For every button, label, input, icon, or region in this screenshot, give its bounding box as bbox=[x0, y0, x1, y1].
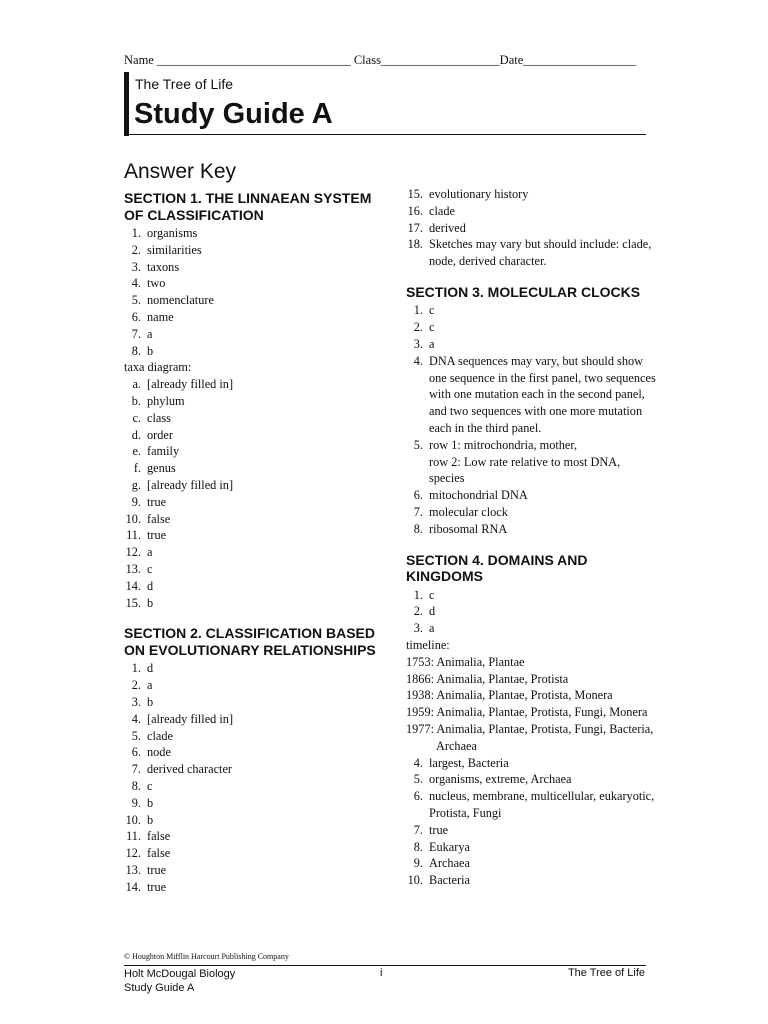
item-number: 1. bbox=[413, 587, 423, 602]
answer-item bbox=[124, 511, 384, 528]
item-number: 7. bbox=[131, 762, 141, 777]
answer-item bbox=[124, 828, 384, 845]
item-number: 3. bbox=[131, 259, 141, 274]
item-answer: c bbox=[147, 561, 153, 576]
item-number: 8. bbox=[131, 343, 141, 358]
item-number: 4. bbox=[131, 276, 141, 291]
item-number: 1. bbox=[413, 303, 423, 318]
item-number: 5. bbox=[413, 772, 423, 787]
name-class-date-line: Name _______________________________ Class___________________Date__________________ bbox=[124, 53, 636, 67]
item-answer: b bbox=[147, 343, 154, 358]
item-answer: ribosomal RNA bbox=[429, 521, 508, 536]
item-answer: evolutionary history bbox=[429, 187, 529, 201]
answer-item bbox=[124, 744, 384, 761]
answer-item bbox=[124, 225, 384, 242]
answer-item bbox=[124, 460, 384, 477]
item-number: 10. bbox=[125, 511, 141, 526]
item-answer: node bbox=[147, 745, 171, 760]
list-label: taxa diagram: bbox=[124, 360, 192, 375]
timeline-entry: 1753: Animalia, Plantae bbox=[406, 654, 525, 669]
item-answer: b bbox=[147, 795, 154, 810]
item-answer: nucleus, membrane, multicellular, eukaryotic, Protista, Fungi bbox=[429, 789, 655, 820]
item-number: 10. bbox=[125, 812, 141, 827]
item-answer: derived bbox=[429, 220, 466, 235]
item-answer: row 1: mitrochondria, mother, bbox=[429, 437, 578, 452]
item-number: 12. bbox=[125, 846, 141, 861]
item-number: 3. bbox=[413, 337, 423, 352]
item-number: 12. bbox=[125, 545, 141, 560]
item-answer: false bbox=[147, 846, 171, 861]
item-number: 6. bbox=[413, 789, 423, 804]
answer-item bbox=[124, 393, 384, 410]
answer-item bbox=[124, 728, 384, 745]
item-answer: c bbox=[429, 320, 435, 335]
item-answer: DNA sequences may vary, but should show one sequence in the first panel, two sequences with one mutation each in the second panel, and two sequences with one more mutation each in the third panel. bbox=[429, 353, 656, 436]
answer-item bbox=[406, 755, 656, 772]
answer-item bbox=[124, 595, 384, 612]
item-answer: nomenclature bbox=[147, 293, 214, 308]
answer-item bbox=[124, 862, 384, 879]
answer-item bbox=[124, 477, 384, 494]
answer-item bbox=[406, 671, 656, 688]
item-answer: a bbox=[147, 326, 153, 341]
item-number: 2. bbox=[413, 604, 423, 619]
item-number: 2. bbox=[131, 678, 141, 693]
chapter-title: The Tree of Life bbox=[135, 76, 234, 92]
item-number: 7. bbox=[413, 505, 423, 520]
item-number: c. bbox=[132, 410, 141, 425]
answer-item bbox=[406, 220, 656, 237]
answer-item bbox=[406, 788, 656, 822]
answer-item bbox=[406, 687, 656, 704]
footer-book: Holt McDougal Biology bbox=[124, 968, 236, 980]
answer-section bbox=[406, 284, 656, 538]
item-number: 9. bbox=[413, 856, 423, 871]
item-answer: a bbox=[147, 678, 153, 693]
footer-chapter: The Tree of Life bbox=[567, 967, 645, 979]
answer-item bbox=[124, 292, 384, 309]
item-answer: two bbox=[147, 276, 166, 291]
answer-item bbox=[124, 343, 384, 360]
item-number: b. bbox=[131, 393, 141, 408]
item-number: 1. bbox=[131, 226, 141, 240]
answer-item bbox=[124, 812, 384, 829]
answer-item bbox=[124, 778, 384, 795]
item-number: 3. bbox=[131, 694, 141, 709]
item-answer: molecular clock bbox=[429, 505, 508, 520]
item-number: d. bbox=[131, 427, 141, 442]
item-number: 6. bbox=[131, 745, 141, 760]
answer-item bbox=[406, 587, 656, 604]
right-column bbox=[406, 186, 656, 889]
item-number: 15. bbox=[407, 187, 423, 201]
section-heading: SECTION 2. CLASSIFICATION BASED ON EVOLUTIONARY RELATIONSHIPS bbox=[124, 625, 376, 658]
item-number: f. bbox=[133, 461, 141, 476]
item-answer: true bbox=[147, 528, 167, 543]
answer-item bbox=[406, 704, 656, 721]
list-label: timeline: bbox=[406, 638, 450, 653]
answer-item bbox=[406, 336, 656, 353]
item-answer: true bbox=[147, 862, 167, 877]
item-number: 11. bbox=[126, 829, 141, 844]
answer-item bbox=[406, 504, 656, 521]
answer-item bbox=[406, 721, 656, 755]
section-heading: SECTION 3. MOLECULAR CLOCKS bbox=[406, 283, 641, 300]
answer-item bbox=[406, 353, 656, 437]
answer-item bbox=[406, 637, 656, 654]
answer-item bbox=[406, 302, 656, 319]
answer-section bbox=[406, 186, 656, 270]
item-number: g. bbox=[131, 477, 141, 492]
item-answer: false bbox=[147, 829, 171, 844]
footer-rule bbox=[124, 965, 646, 966]
answer-item bbox=[124, 443, 384, 460]
page-title: Study Guide A bbox=[134, 98, 333, 130]
timeline-entry: 1959: Animalia, Plantae, Protista, Fungi, Monera bbox=[406, 705, 648, 720]
section-heading: SECTION 4. DOMAINS AND KINGDOMS bbox=[406, 551, 588, 585]
item-answer: genus bbox=[147, 461, 176, 476]
item-answer: b bbox=[147, 595, 154, 610]
item-answer: derived character bbox=[147, 762, 232, 777]
item-number: 8. bbox=[413, 839, 423, 854]
timeline-entry: 1866: Animalia, Plantae, Protista bbox=[406, 671, 569, 686]
answer-item bbox=[406, 319, 656, 336]
item-number: 7. bbox=[413, 822, 423, 837]
answer-item bbox=[406, 654, 656, 671]
item-answer: similarities bbox=[147, 242, 202, 257]
answer-item bbox=[124, 427, 384, 444]
answer-item bbox=[406, 521, 656, 538]
item-answer: order bbox=[147, 427, 173, 442]
item-number: a. bbox=[132, 377, 141, 392]
item-answer: d bbox=[147, 661, 154, 676]
answer-item bbox=[124, 578, 384, 595]
answer-item bbox=[406, 603, 656, 620]
item-answer: [already filled in] bbox=[147, 711, 234, 726]
answer-item bbox=[124, 259, 384, 276]
answer-item bbox=[124, 795, 384, 812]
item-answer: organisms bbox=[147, 226, 198, 240]
timeline-entry: 1938: Animalia, Plantae, Protista, Monera bbox=[406, 688, 613, 703]
item-answer: a bbox=[429, 621, 435, 636]
footer-page-number: i bbox=[380, 967, 383, 979]
item-number: 9. bbox=[131, 795, 141, 810]
answer-item bbox=[124, 845, 384, 862]
item-number: 16. bbox=[407, 203, 423, 218]
item-answer: true bbox=[429, 822, 449, 837]
footer-guide: Study Guide A bbox=[124, 982, 195, 994]
answer-item bbox=[406, 437, 656, 487]
item-number: 4. bbox=[131, 711, 141, 726]
answer-item bbox=[124, 677, 384, 694]
answer-item bbox=[406, 872, 656, 889]
answer-item bbox=[124, 410, 384, 427]
item-number: 1. bbox=[131, 661, 141, 676]
item-answer: clade bbox=[429, 203, 455, 218]
answer-item bbox=[124, 376, 384, 393]
answer-item bbox=[406, 236, 656, 270]
header-vertical-bar bbox=[124, 72, 129, 136]
answer-section bbox=[124, 190, 384, 611]
answer-item bbox=[406, 186, 656, 203]
item-number: 8. bbox=[413, 521, 423, 536]
item-number: 9. bbox=[131, 494, 141, 509]
item-answer: class bbox=[147, 410, 171, 425]
answer-item bbox=[124, 494, 384, 511]
answer-item bbox=[124, 326, 384, 343]
answer-item bbox=[406, 855, 656, 872]
item-number: 3. bbox=[413, 621, 423, 636]
item-answer: mitochondrial DNA bbox=[429, 488, 528, 503]
item-number: 2. bbox=[131, 242, 141, 257]
answer-item bbox=[124, 309, 384, 326]
item-answer: c bbox=[429, 303, 435, 318]
item-answer: b bbox=[147, 694, 154, 709]
answer-item bbox=[406, 203, 656, 220]
item-number: 7. bbox=[131, 326, 141, 341]
item-answer: Sketches may vary but should include: clade, node, derived character. bbox=[429, 237, 652, 269]
left-column bbox=[124, 190, 384, 895]
item-answer: a bbox=[429, 337, 435, 352]
item-number: 11. bbox=[126, 528, 141, 543]
timeline-entry: 1977: Animalia, Plantae, Protista, Fungi, Bacteria, Archaea bbox=[406, 722, 654, 753]
item-number: 4. bbox=[413, 353, 423, 368]
item-answer: true bbox=[147, 494, 167, 509]
item-answer: phylum bbox=[147, 393, 185, 408]
answer-item bbox=[124, 761, 384, 778]
item-answer: [already filled in] bbox=[147, 377, 234, 392]
answer-item bbox=[124, 660, 384, 677]
answer-item bbox=[406, 771, 656, 788]
answer-section bbox=[124, 625, 384, 895]
item-answer: c bbox=[147, 778, 153, 793]
item-number: 2. bbox=[413, 320, 423, 335]
answer-item bbox=[124, 275, 384, 292]
item-number: 5. bbox=[131, 293, 141, 308]
item-number: 17. bbox=[407, 220, 423, 235]
item-answer: c bbox=[429, 587, 435, 602]
item-answer: Bacteria bbox=[429, 873, 470, 888]
item-answer: [already filled in] bbox=[147, 477, 234, 492]
item-answer: Archaea bbox=[429, 856, 470, 871]
item-answer: b bbox=[147, 812, 154, 827]
item-answer: d bbox=[147, 578, 154, 593]
answer-item bbox=[406, 822, 656, 839]
item-number: 18. bbox=[407, 237, 423, 252]
answer-item bbox=[406, 620, 656, 637]
item-answer-continued: row 2: Low rate relative to most DNA, species bbox=[429, 454, 621, 486]
answer-item bbox=[406, 839, 656, 856]
item-number: 15. bbox=[125, 595, 141, 610]
answer-item bbox=[124, 694, 384, 711]
item-answer: largest, Bacteria bbox=[429, 755, 509, 770]
item-answer: clade bbox=[147, 728, 173, 743]
item-number: 14. bbox=[125, 578, 141, 593]
answer-key-heading: Answer Key bbox=[124, 160, 237, 183]
item-number: 4. bbox=[413, 755, 423, 770]
item-number: 14. bbox=[125, 879, 141, 894]
item-answer: organisms, extreme, Archaea bbox=[429, 772, 572, 787]
item-number: 13. bbox=[125, 862, 141, 877]
answer-item bbox=[124, 879, 384, 896]
item-number: e. bbox=[132, 444, 141, 459]
answer-section bbox=[406, 552, 656, 889]
answer-item bbox=[124, 242, 384, 259]
answer-item bbox=[124, 544, 384, 561]
item-answer: family bbox=[147, 444, 180, 459]
answer-item bbox=[406, 487, 656, 504]
item-answer: a bbox=[147, 545, 153, 560]
item-number: 6. bbox=[413, 488, 423, 503]
item-number: 13. bbox=[125, 561, 141, 576]
header-rule bbox=[124, 134, 646, 135]
item-answer: Eukarya bbox=[429, 839, 470, 854]
answer-item bbox=[124, 561, 384, 578]
item-number: 5. bbox=[131, 728, 141, 743]
footer-left bbox=[124, 967, 235, 995]
item-answer: true bbox=[147, 879, 167, 894]
item-number: 8. bbox=[131, 778, 141, 793]
item-answer: d bbox=[429, 604, 436, 619]
item-number: 10. bbox=[407, 873, 423, 888]
item-number: 6. bbox=[131, 309, 141, 324]
item-number: 5. bbox=[413, 437, 423, 452]
answer-item bbox=[124, 527, 384, 544]
item-answer: taxons bbox=[147, 259, 180, 274]
answer-item bbox=[124, 359, 384, 376]
copyright-notice: © Houghton Mifflin Harcourt Publishing Company bbox=[124, 952, 289, 961]
answer-item bbox=[124, 711, 384, 728]
item-answer: false bbox=[147, 511, 171, 526]
section-heading: SECTION 1. THE LINNAEAN SYSTEM OF CLASSIFICATION bbox=[124, 190, 372, 223]
item-answer: name bbox=[147, 309, 174, 324]
